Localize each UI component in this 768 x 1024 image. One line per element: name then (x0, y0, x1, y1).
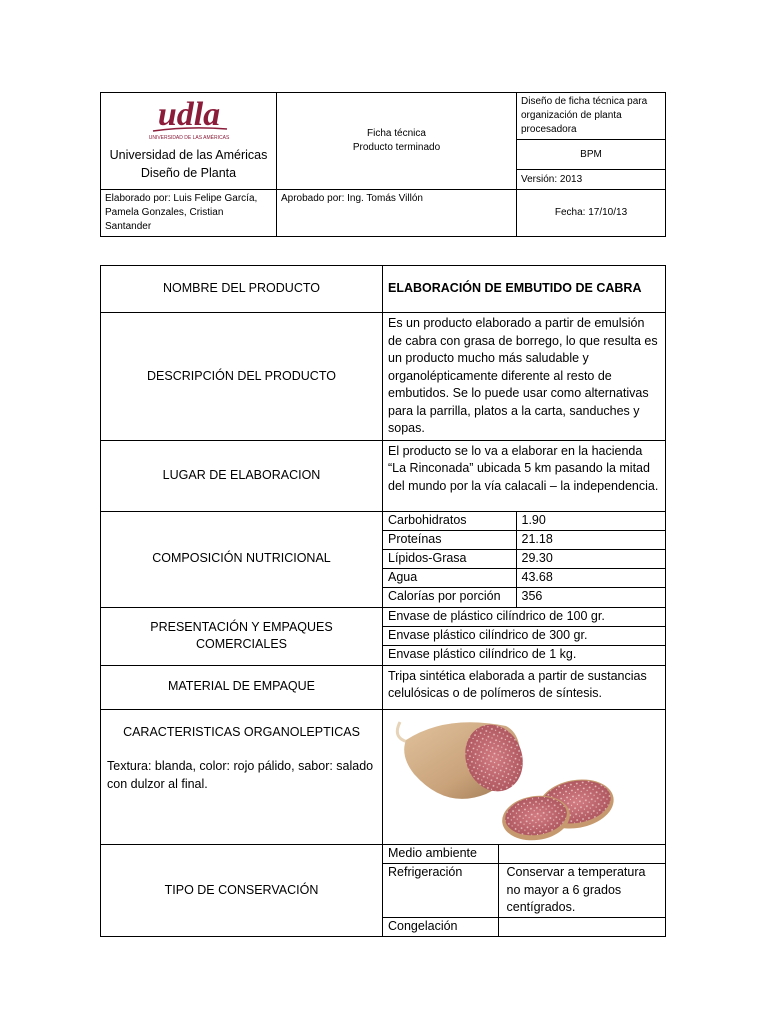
conservation-type: Refrigeración (383, 864, 498, 918)
conservation-value: Conservar a temperatura no mayor a 6 grados centígrados. (498, 864, 665, 918)
row-conservation (101, 844, 666, 937)
organoleptic-cell (101, 709, 383, 844)
conservation-row (383, 864, 665, 918)
nutrient-value: 356 (521, 589, 543, 603)
nutrition-label: COMPOSICIÓN NUTRICIONAL (101, 511, 383, 607)
nutrition-table (383, 512, 665, 607)
nutrient-name: Proteínas (383, 531, 516, 550)
conservation-type: Medio ambiente (383, 845, 498, 864)
packaging-item: Envase plástico cilíndrico de 300 gr. (383, 627, 665, 646)
logo-cell (101, 93, 277, 190)
material-label: MATERIAL DE EMPAQUE (101, 665, 383, 709)
prepared-by: Elaborado por: Luis Felipe García, Pamela Gonzales, Cristian Santander (101, 190, 277, 237)
nutrient-name: Carbohidratos (383, 512, 516, 531)
packaging-cell (383, 607, 666, 665)
nutrition-cell (383, 511, 666, 607)
nutrition-row (383, 512, 665, 531)
title-line-2: Producto terminado (352, 142, 441, 153)
packaging-label: PRESENTACIÓN Y EMPAQUES COMERCIALES (101, 607, 383, 665)
row-packaging (101, 607, 666, 665)
packaging-list (383, 608, 665, 665)
row-product-name (101, 266, 666, 313)
sausage-image-cell (383, 709, 666, 844)
row-place (101, 440, 666, 511)
nutrition-row (383, 588, 665, 607)
organoleptic-value: Textura: blanda, color: rojo pálido, sabor: salado con dulzor al final. (107, 759, 374, 791)
title-line-1: Ficha técnica (367, 128, 426, 139)
product-sheet-table (100, 265, 666, 937)
nutrient-name: Calorías por porción (383, 588, 516, 607)
row-description (101, 313, 666, 441)
nutrition-row (383, 531, 665, 550)
conservation-row (383, 917, 665, 936)
conservation-table (383, 845, 665, 937)
conservation-type: Congelación (383, 917, 498, 936)
design-note: Diseño de ficha técnica para organización de planta procesadora (517, 93, 666, 140)
nutrient-name: Agua (383, 569, 516, 588)
product-name-value: ELABORACIÓN DE EMBUTIDO DE CABRA (383, 266, 666, 313)
organoleptic-label: CARACTERISTICAS ORGANOLEPTICAS (123, 724, 360, 739)
conservation-value (498, 917, 665, 936)
packaging-item: Envase plástico cilíndrico de 1 kg. (388, 647, 577, 661)
udla-logo (139, 95, 239, 145)
description-value: Es un producto elaborado a partir de emulsión de cabra con grasa de borrego, lo que resulta es un producto mucho más saludable y organolépticamente diferente al resto de embutidos. Se lo puede usar como alternativas para la parrilla, platos a la carta, sanduches y sopas. (383, 313, 666, 441)
conservation-row (383, 845, 665, 864)
row-nutrition (101, 511, 666, 607)
row-organoleptic (101, 709, 666, 844)
version-label: Versión: 2013 (517, 170, 666, 190)
nutrient-value: 1.90 (516, 512, 665, 531)
document-title (277, 93, 517, 190)
packaging-item: Envase de plástico cilíndrico de 100 gr. (383, 608, 665, 627)
conservation-cell (383, 844, 666, 937)
nutrition-row (383, 569, 665, 588)
approved-by: Aprobado por: Ing. Tomás Villón (277, 190, 517, 237)
university-name: Universidad de las Américas (109, 148, 268, 162)
product-name-label: NOMBRE DEL PRODUCTO (101, 266, 383, 313)
place-label: LUGAR DE ELABORACION (101, 440, 383, 511)
header-table (100, 92, 666, 237)
nutrient-value: 43.68 (516, 569, 665, 588)
conservation-label: TIPO DE CONSERVACIÓN (101, 844, 383, 937)
date-label: Fecha: 17/10/13 (517, 190, 666, 237)
sausage-image (386, 710, 626, 844)
row-material (101, 665, 666, 709)
nutrient-value: 21.18 (516, 531, 665, 550)
logo-wordmark: udla (157, 96, 220, 133)
description-label: DESCRIPCIÓN DEL PRODUCTO (101, 313, 383, 441)
nutrition-row (383, 550, 665, 569)
logo-subtitle: UNIVERSIDAD DE LAS AMÉRICAS (148, 135, 229, 141)
place-value: El producto se lo va a elaborar en la hacienda “La Rinconada” ubicada 5 km pasando la mitad del mundo por la vía calacali – la independencia. (383, 440, 666, 511)
department-name: Diseño de Planta (140, 166, 237, 180)
nutrient-value: 29.30 (516, 550, 665, 569)
nutrient-name: Lípidos-Grasa (383, 550, 516, 569)
material-value: Tripa sintética elaborada a partir de sustancias celulósicas o de polímeros de síntesis. (383, 665, 666, 709)
bpm-label: BPM (517, 140, 666, 170)
conservation-value (498, 845, 665, 864)
